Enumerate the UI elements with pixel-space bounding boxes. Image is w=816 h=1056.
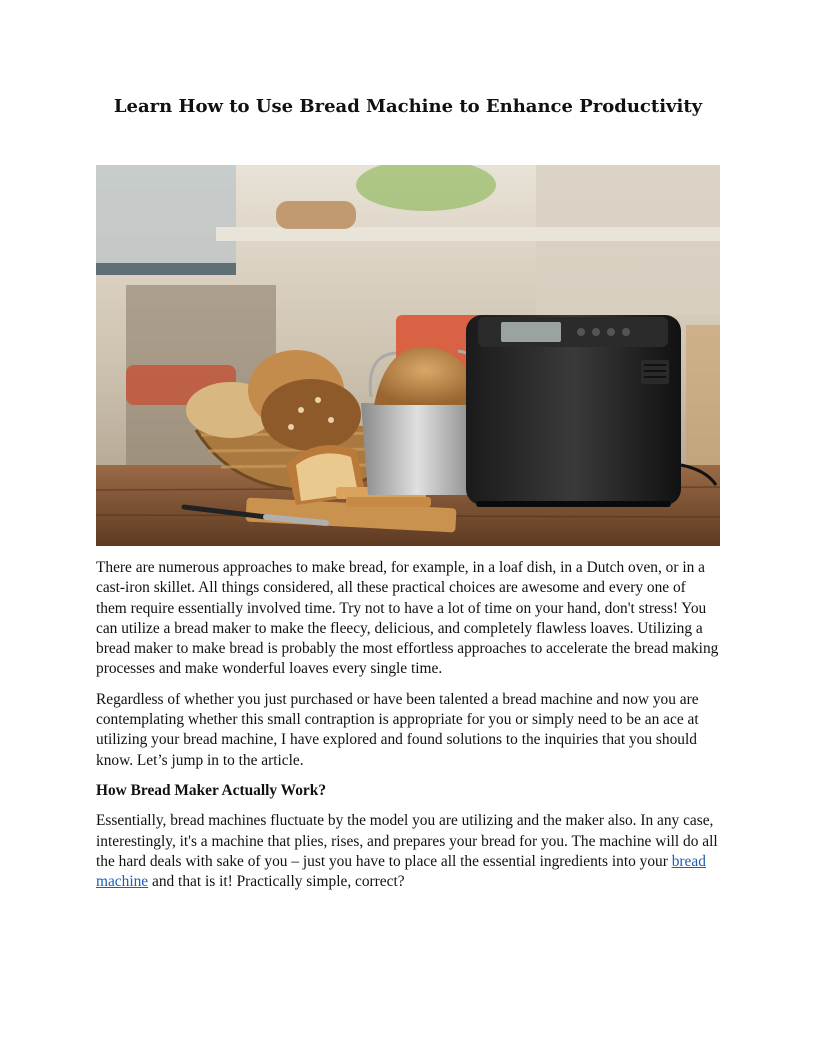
paragraph-text-after-link: and that is it! Practically simple, correct?: [148, 873, 405, 891]
paragraph-essentially: [96, 811, 720, 892]
paragraph-intro: There are numerous approaches to make bread, for example, in a loaf dish, in a Dutch oven, or in a cast-iron skillet. All things considered, all these practical choices are awesome and every one of them require essentially involved time. Try not to have a lot of time on your hand, don't stress! You can utilize a bread maker to make the fleecy, delicious, and completely flawless loaves. Utilizing a bread maker to make bread is probably the most effortless approaches to accelerate the bread making processes and make wonderful loaves every single time.: [96, 559, 719, 678]
article-body: [96, 558, 720, 902]
bread-machine-photo: [96, 165, 720, 546]
section-heading-how-bread-maker-works: How Bread Maker Actually Work?: [96, 781, 327, 799]
paragraph-regardless: Regardless of whether you just purchased or have been talented a bread machine and now you are contemplating whether this small contraption is appropriate for you or simply need to be an ace at utilizing your bread machine, I have explored and found solutions to the inquiries that you should know. Let’s jump in to the article.: [96, 690, 699, 769]
paragraph-text-before-link: Essentially, bread machines fluctuate by the model you are utilizing and the maker also. In any case, interestingly, it's a machine that plies, rises, and prepares your bread for you. The machine will do all the hard deals with sake of you – just you have to place all the essential ingredients into your: [96, 812, 718, 870]
bread-machine-link[interactable]: bread machine: [96, 852, 706, 891]
document-title: Learn How to Use Bread Machine to Enhance Productivity: [113, 96, 703, 117]
